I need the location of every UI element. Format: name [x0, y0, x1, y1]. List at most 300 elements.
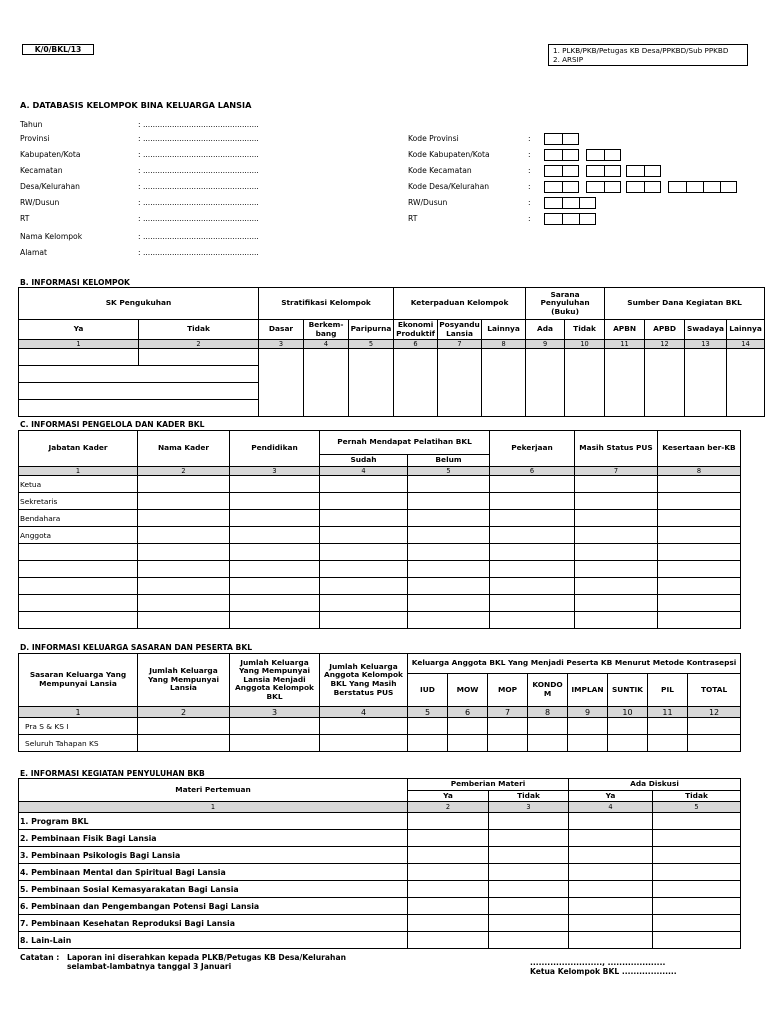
materi-label: 7. Pembinaan Kesehatan Reproduksi Bagi Lansia — [19, 915, 408, 932]
field-label: Tahun — [20, 120, 43, 129]
table-cell[interactable] — [569, 932, 653, 949]
table-cell[interactable] — [408, 864, 489, 881]
table-cell[interactable] — [608, 735, 648, 752]
b-col-posyandu: Posyandu Lansia — [439, 319, 480, 338]
table-cell[interactable] — [408, 735, 448, 752]
table-informasi-kelompok — [18, 287, 765, 417]
c-col-jabatan: Jabatan Kader — [19, 431, 138, 467]
d-col-sasaran: Sasaran Keluarga Yang Mempunyai Lansia — [19, 654, 138, 707]
b-num: 12 — [645, 340, 685, 349]
table-cell[interactable] — [490, 561, 575, 578]
c-num: 6 — [490, 467, 575, 476]
b-col-ya: Ya — [19, 320, 139, 340]
b-num: 11 — [605, 340, 645, 349]
b-col-lainnya: Lainnya — [482, 320, 526, 340]
table-cell[interactable] — [568, 735, 608, 752]
d-num: 9 — [568, 707, 608, 718]
table-cell[interactable] — [320, 476, 408, 493]
sasaran-label: Seluruh Tahapan KS — [19, 735, 138, 752]
table-cell[interactable] — [575, 595, 658, 612]
c-num: 2 — [138, 467, 230, 476]
code-digit-box[interactable] — [544, 197, 596, 209]
table-cell[interactable] — [490, 595, 575, 612]
e-group-pemberian: Pemberian Materi — [408, 779, 569, 791]
code-label: Kode Kecamatan — [408, 166, 472, 175]
kader-jabatan: Ketua — [19, 476, 138, 493]
table-row — [19, 595, 741, 612]
d-num: 2 — [138, 707, 230, 718]
kader-jabatan: Bendahara — [19, 510, 138, 527]
field-label: Kabupaten/Kota — [20, 150, 81, 159]
field-value[interactable]: : ................................................ — [138, 232, 259, 241]
table-cell[interactable] — [408, 813, 489, 830]
code-label: Kode Provinsi — [408, 134, 459, 143]
materi-label: 8. Lain-Lain — [19, 932, 408, 949]
table-cell[interactable] — [408, 898, 489, 915]
table-cell[interactable] — [575, 527, 658, 544]
table-cell[interactable] — [408, 493, 490, 510]
table-cell[interactable] — [608, 718, 648, 735]
table-cell[interactable] — [653, 915, 741, 932]
e-num: 2 — [408, 802, 489, 813]
b-col-tidak-buku: Tidak — [565, 320, 605, 340]
materi-label: 4. Pembinaan Mental dan Spiritual Bagi Lansia — [19, 864, 408, 881]
form-code: K/0/BKL/13 — [22, 44, 94, 55]
b-num: 14 — [727, 340, 765, 349]
d-col-suntik: SUNTIK — [608, 674, 648, 707]
c-col-kesertaan-kb: Kesertaan ber-KB — [658, 431, 741, 467]
materi-label: 3. Pembinaan Psikologis Bagi Lansia — [19, 847, 408, 864]
d-col-jumlah-pus: Jumlah Keluarga Anggota Kelompok BKL Yang Masih Berstatus PUS — [320, 654, 408, 707]
e-group-diskusi: Ada Diskusi — [569, 779, 741, 791]
field-value[interactable]: : ................................................ — [138, 248, 259, 257]
table-cell[interactable] — [490, 493, 575, 510]
b-col-tidak: Tidak — [139, 320, 259, 340]
b-num: 1 — [19, 340, 139, 349]
table-cell[interactable] — [230, 561, 320, 578]
code-digit-box[interactable] — [626, 181, 661, 193]
table-cell[interactable] — [138, 561, 230, 578]
e-num: 3 — [489, 802, 569, 813]
table-cell[interactable] — [320, 595, 408, 612]
table-cell[interactable] — [575, 561, 658, 578]
b-group-sk: SK Pengukuhan — [19, 288, 259, 320]
field-value[interactable]: : ................................................ — [138, 134, 259, 143]
code-digit-box[interactable] — [544, 149, 579, 161]
table-cell[interactable] — [408, 915, 489, 932]
b-num: 8 — [482, 340, 526, 349]
table-cell[interactable] — [408, 612, 490, 629]
table-cell[interactable] — [408, 932, 489, 949]
table-cell[interactable] — [230, 493, 320, 510]
table-cell[interactable] — [230, 510, 320, 527]
kader-jabatan — [19, 561, 138, 578]
b-num: 9 — [526, 340, 565, 349]
table-cell[interactable] — [408, 595, 490, 612]
table-cell[interactable] — [658, 561, 741, 578]
table-row — [19, 847, 741, 864]
table-cell[interactable] — [320, 561, 408, 578]
table-cell[interactable] — [408, 830, 489, 847]
table-cell[interactable] — [408, 847, 489, 864]
b-num: 6 — [394, 340, 438, 349]
table-cell[interactable] — [489, 898, 569, 915]
kader-jabatan — [19, 544, 138, 561]
table-cell[interactable] — [138, 544, 230, 561]
d-num: 1 — [19, 707, 138, 718]
table-row — [19, 578, 741, 595]
kader-jabatan — [19, 612, 138, 629]
table-cell[interactable] — [138, 595, 230, 612]
code-digit-box[interactable] — [586, 181, 621, 193]
c-col-pendidikan: Pendidikan — [230, 431, 320, 467]
d-col-mow: MOW — [448, 674, 488, 707]
table-cell[interactable] — [658, 544, 741, 561]
table-cell[interactable] — [230, 612, 320, 629]
b-col-ekonomi: Ekonomi Produktif — [394, 320, 438, 340]
code-label: Kode Desa/Kelurahan — [408, 182, 490, 191]
c-col-status-pus: Masih Status PUS — [575, 431, 658, 467]
table-cell[interactable] — [230, 544, 320, 561]
table-cell[interactable] — [489, 932, 569, 949]
table-cell[interactable] — [569, 881, 653, 898]
e-col-materi: Materi Pertemuan — [19, 779, 408, 802]
table-cell[interactable] — [448, 735, 488, 752]
field-value[interactable]: : ................................................ — [138, 150, 259, 159]
b-num: 3 — [259, 340, 304, 349]
field-label: RW/Dusun — [20, 198, 60, 207]
table-cell[interactable] — [320, 510, 408, 527]
table-cell[interactable] — [488, 718, 528, 735]
table-cell[interactable] — [688, 718, 741, 735]
table-row — [19, 881, 741, 898]
table-cell[interactable] — [658, 510, 741, 527]
table-cell[interactable] — [568, 718, 608, 735]
d-num: 6 — [448, 707, 488, 718]
e-sub-ya: Ya — [569, 791, 653, 802]
field-label: Provinsi — [20, 134, 50, 143]
section-b-title: B. INFORMASI KELOMPOK — [20, 278, 130, 287]
code-digit-box[interactable] — [544, 213, 596, 225]
table-pengelola-kader — [18, 430, 741, 629]
table-cell[interactable] — [408, 561, 490, 578]
catatan-line-1: Laporan ini diserahkan kepada PLKB/Petugas KB Desa/Kelurahan — [67, 953, 346, 962]
table-cell[interactable] — [408, 476, 490, 493]
c-num: 1 — [19, 467, 138, 476]
table-cell[interactable] — [658, 612, 741, 629]
table-cell[interactable] — [528, 718, 568, 735]
table-cell[interactable] — [138, 612, 230, 629]
b-group-keterpaduan: Keterpaduan Kelompok — [394, 288, 526, 320]
b-col-apbn: APBN — [605, 320, 645, 340]
b-col-paripurna: Paripurna — [349, 320, 394, 340]
catatan-line-2: selambat-lambatnya tanggal 3 Januari — [67, 962, 232, 971]
table-cell[interactable] — [653, 881, 741, 898]
d-col-kondom: KONDOM — [528, 674, 568, 707]
table-cell[interactable] — [230, 578, 320, 595]
e-num: 5 — [653, 802, 741, 813]
distribution-line-2: 2. ARSIP — [553, 55, 584, 64]
table-cell[interactable] — [653, 847, 741, 864]
table-row — [19, 561, 741, 578]
d-col-jumlah-anggota: Jumlah Keluarga Yang Mempunyai Lansia Menjadi Anggota Kelompok BKL — [230, 654, 320, 707]
table-cell[interactable] — [658, 595, 741, 612]
field-value[interactable]: : ................................................ — [138, 198, 259, 207]
section-e-title: E. INFORMASI KEGIATAN PENYULUHAN BKB — [20, 769, 205, 778]
code-digit-box[interactable] — [586, 165, 621, 177]
table-cell[interactable] — [575, 476, 658, 493]
code-colon: : — [528, 214, 531, 223]
c-num: 5 — [408, 467, 490, 476]
table-cell[interactable] — [658, 578, 741, 595]
d-col-implan: IMPLAN — [568, 674, 608, 707]
table-cell[interactable] — [569, 864, 653, 881]
section-a-title: A. DATABASIS KELOMPOK BINA KELUARGA LANSIA — [20, 100, 252, 110]
materi-label: 1. Program BKL — [19, 813, 408, 830]
kader-jabatan — [19, 595, 138, 612]
e-num: 1 — [19, 802, 408, 813]
d-col-jumlah-lansia: Jumlah Keluarga Yang Mempunyai Lansia — [138, 654, 230, 707]
table-cell[interactable] — [320, 735, 408, 752]
table-cell[interactable] — [648, 718, 688, 735]
table-row — [19, 510, 741, 527]
code-colon: : — [528, 166, 531, 175]
c-sub-belum: Belum — [408, 455, 490, 467]
table-row — [19, 813, 741, 830]
section-c-title: C. INFORMASI PENGELOLA DAN KADER BKL — [20, 420, 205, 429]
signature-date-line: ........................., .................... — [530, 958, 666, 967]
d-num: 11 — [648, 707, 688, 718]
kader-jabatan — [19, 578, 138, 595]
table-cell[interactable] — [575, 544, 658, 561]
b-num: 4 — [304, 340, 349, 349]
table-keluarga-sasaran — [18, 653, 741, 752]
table-cell[interactable] — [528, 735, 568, 752]
code-label: Kode Kabupaten/Kota — [408, 150, 490, 159]
table-cell[interactable] — [320, 527, 408, 544]
field-label: Nama Kelompok — [20, 232, 83, 241]
table-row — [19, 915, 741, 932]
code-label: RW/Dusun — [408, 198, 448, 207]
table-cell[interactable] — [490, 476, 575, 493]
code-digit-box[interactable] — [544, 165, 579, 177]
code-colon: : — [528, 182, 531, 191]
table-row — [19, 898, 741, 915]
table-cell[interactable] — [653, 932, 741, 949]
table-cell[interactable] — [490, 578, 575, 595]
c-col-pelatihan: Pernah Mendapat Pelatihan BKL — [320, 431, 490, 455]
b-col-berkembang: Berkem-bang — [304, 320, 349, 340]
table-cell[interactable] — [320, 578, 408, 595]
d-num: 8 — [528, 707, 568, 718]
table-cell[interactable] — [408, 527, 490, 544]
table-cell[interactable] — [489, 864, 569, 881]
table-cell[interactable] — [320, 718, 408, 735]
c-num: 4 — [320, 467, 408, 476]
table-cell[interactable] — [575, 510, 658, 527]
table-cell[interactable] — [490, 510, 575, 527]
code-digit-box[interactable] — [544, 181, 579, 193]
table-cell[interactable] — [490, 527, 575, 544]
table-cell[interactable] — [230, 595, 320, 612]
table-cell[interactable] — [489, 847, 569, 864]
table-cell[interactable] — [488, 735, 528, 752]
table-cell[interactable] — [230, 735, 320, 752]
signer-label: Ketua Kelompok BKL ................... — [530, 967, 677, 976]
e-num: 4 — [569, 802, 653, 813]
e-sub-tidak: Tidak — [489, 791, 569, 802]
table-cell[interactable] — [138, 527, 230, 544]
distribution-line-1: 1. PLKB/PKB/Petugas KB Desa/PPKBD/Sub PPKBD — [553, 46, 729, 55]
table-kegiatan-penyuluhan — [18, 778, 741, 949]
table-cell[interactable] — [489, 830, 569, 847]
b-col-apbd: APBD — [645, 320, 685, 340]
table-cell[interactable] — [230, 527, 320, 544]
table-row — [19, 830, 741, 847]
b-num: 2 — [139, 340, 259, 349]
table-row — [19, 349, 765, 366]
b-group-stratifikasi: Stratifikasi Kelompok — [259, 288, 394, 320]
b-num: 5 — [349, 340, 394, 349]
table-cell[interactable] — [230, 476, 320, 493]
table-cell[interactable] — [489, 813, 569, 830]
field-value[interactable]: : ................................................ — [138, 120, 259, 129]
table-cell[interactable] — [658, 527, 741, 544]
d-col-mop: MOP — [488, 674, 528, 707]
table-cell[interactable] — [408, 881, 489, 898]
d-col-total: TOTAL — [688, 674, 741, 707]
table-cell[interactable] — [138, 510, 230, 527]
table-row — [19, 932, 741, 949]
distribution-box — [548, 44, 748, 66]
d-num: 7 — [488, 707, 528, 718]
c-sub-sudah: Sudah — [320, 455, 408, 467]
c-num: 7 — [575, 467, 658, 476]
materi-label: 6. Pembinaan dan Pengembangan Potensi Bagi Lansia — [19, 898, 408, 915]
table-cell[interactable] — [569, 830, 653, 847]
sasaran-label: Pra S & KS I — [19, 718, 138, 735]
c-col-nama: Nama Kader — [138, 431, 230, 467]
table-cell[interactable] — [490, 544, 575, 561]
d-col-iud: IUD — [408, 674, 448, 707]
field-label: Kecamatan — [20, 166, 63, 175]
b-num: 7 — [438, 340, 482, 349]
table-cell[interactable] — [408, 510, 490, 527]
code-label: RT — [408, 214, 418, 223]
code-digit-box[interactable] — [668, 181, 737, 193]
table-row — [19, 718, 741, 735]
b-group-sumber-dana: Sumber Dana Kegiatan BKL — [605, 288, 765, 320]
table-cell[interactable] — [489, 881, 569, 898]
c-num: 3 — [230, 467, 320, 476]
field-label: Alamat — [20, 248, 47, 257]
b-num: 10 — [565, 340, 605, 349]
d-num: 3 — [230, 707, 320, 718]
table-cell[interactable] — [138, 476, 230, 493]
d-num: 10 — [608, 707, 648, 718]
table-cell[interactable] — [138, 493, 230, 510]
table-cell[interactable] — [489, 915, 569, 932]
table-cell[interactable] — [138, 735, 230, 752]
section-d-title: D. INFORMASI KELUARGA SASARAN DAN PESERTA BKL — [20, 643, 253, 652]
b-col-lainnya-dana: Lainnya — [727, 320, 765, 340]
table-cell[interactable] — [448, 718, 488, 735]
table-cell[interactable] — [320, 612, 408, 629]
table-cell[interactable] — [569, 898, 653, 915]
e-sub-tidak: Tidak — [653, 791, 741, 802]
table-cell[interactable] — [658, 493, 741, 510]
c-col-pekerjaan: Pekerjaan — [490, 431, 575, 467]
table-row — [19, 476, 741, 493]
kader-jabatan: Anggota — [19, 527, 138, 544]
table-cell[interactable] — [230, 718, 320, 735]
kader-jabatan: Sekretaris — [19, 493, 138, 510]
d-col-pil: PIL — [648, 674, 688, 707]
table-cell[interactable] — [575, 578, 658, 595]
table-cell[interactable] — [490, 612, 575, 629]
table-cell[interactable] — [569, 813, 653, 830]
table-cell[interactable] — [320, 493, 408, 510]
code-colon: : — [528, 150, 531, 159]
catatan-label: Catatan : — [20, 953, 60, 962]
table-cell[interactable] — [569, 915, 653, 932]
table-cell[interactable] — [575, 612, 658, 629]
field-label: Desa/Kelurahan — [20, 182, 80, 191]
materi-label: 5. Pembinaan Sosial Kemasyarakatan Bagi Lansia — [19, 881, 408, 898]
table-cell[interactable] — [575, 493, 658, 510]
table-cell[interactable] — [653, 898, 741, 915]
table-cell[interactable] — [569, 847, 653, 864]
table-cell[interactable] — [658, 476, 741, 493]
table-row — [19, 493, 741, 510]
d-num: 12 — [688, 707, 741, 718]
table-row — [19, 527, 741, 544]
materi-label: 2. Pembinaan Fisik Bagi Lansia — [19, 830, 408, 847]
table-cell[interactable] — [138, 578, 230, 595]
d-num: 4 — [320, 707, 408, 718]
b-col-swadaya: Swadaya — [685, 320, 727, 340]
c-num: 8 — [658, 467, 741, 476]
table-cell[interactable] — [648, 735, 688, 752]
table-cell[interactable] — [653, 864, 741, 881]
b-col-dasar: Dasar — [259, 320, 304, 340]
table-cell[interactable] — [408, 718, 448, 735]
code-colon: : — [528, 198, 531, 207]
d-num: 5 — [408, 707, 448, 718]
b-num: 13 — [685, 340, 727, 349]
table-row — [19, 544, 741, 561]
table-cell[interactable] — [408, 544, 490, 561]
field-value[interactable]: : ................................................ — [138, 166, 259, 175]
table-cell[interactable] — [688, 735, 741, 752]
field-value[interactable]: : ................................................ — [138, 182, 259, 191]
table-cell[interactable] — [653, 813, 741, 830]
table-cell[interactable] — [320, 544, 408, 561]
field-value[interactable]: : ................................................ — [138, 214, 259, 223]
code-colon: : — [528, 134, 531, 143]
table-row — [19, 735, 741, 752]
table-row — [19, 864, 741, 881]
field-label: RT — [20, 214, 30, 223]
table-cell[interactable] — [653, 830, 741, 847]
code-digit-box[interactable] — [586, 149, 621, 161]
table-cell[interactable] — [138, 718, 230, 735]
table-row — [19, 612, 741, 629]
code-digit-box[interactable] — [626, 165, 661, 177]
table-cell[interactable] — [408, 578, 490, 595]
d-group-metode: Keluarga Anggota BKL Yang Menjadi Peserta KB Menurut Metode Kontrasepsi — [408, 654, 741, 674]
code-digit-box[interactable] — [544, 133, 579, 145]
